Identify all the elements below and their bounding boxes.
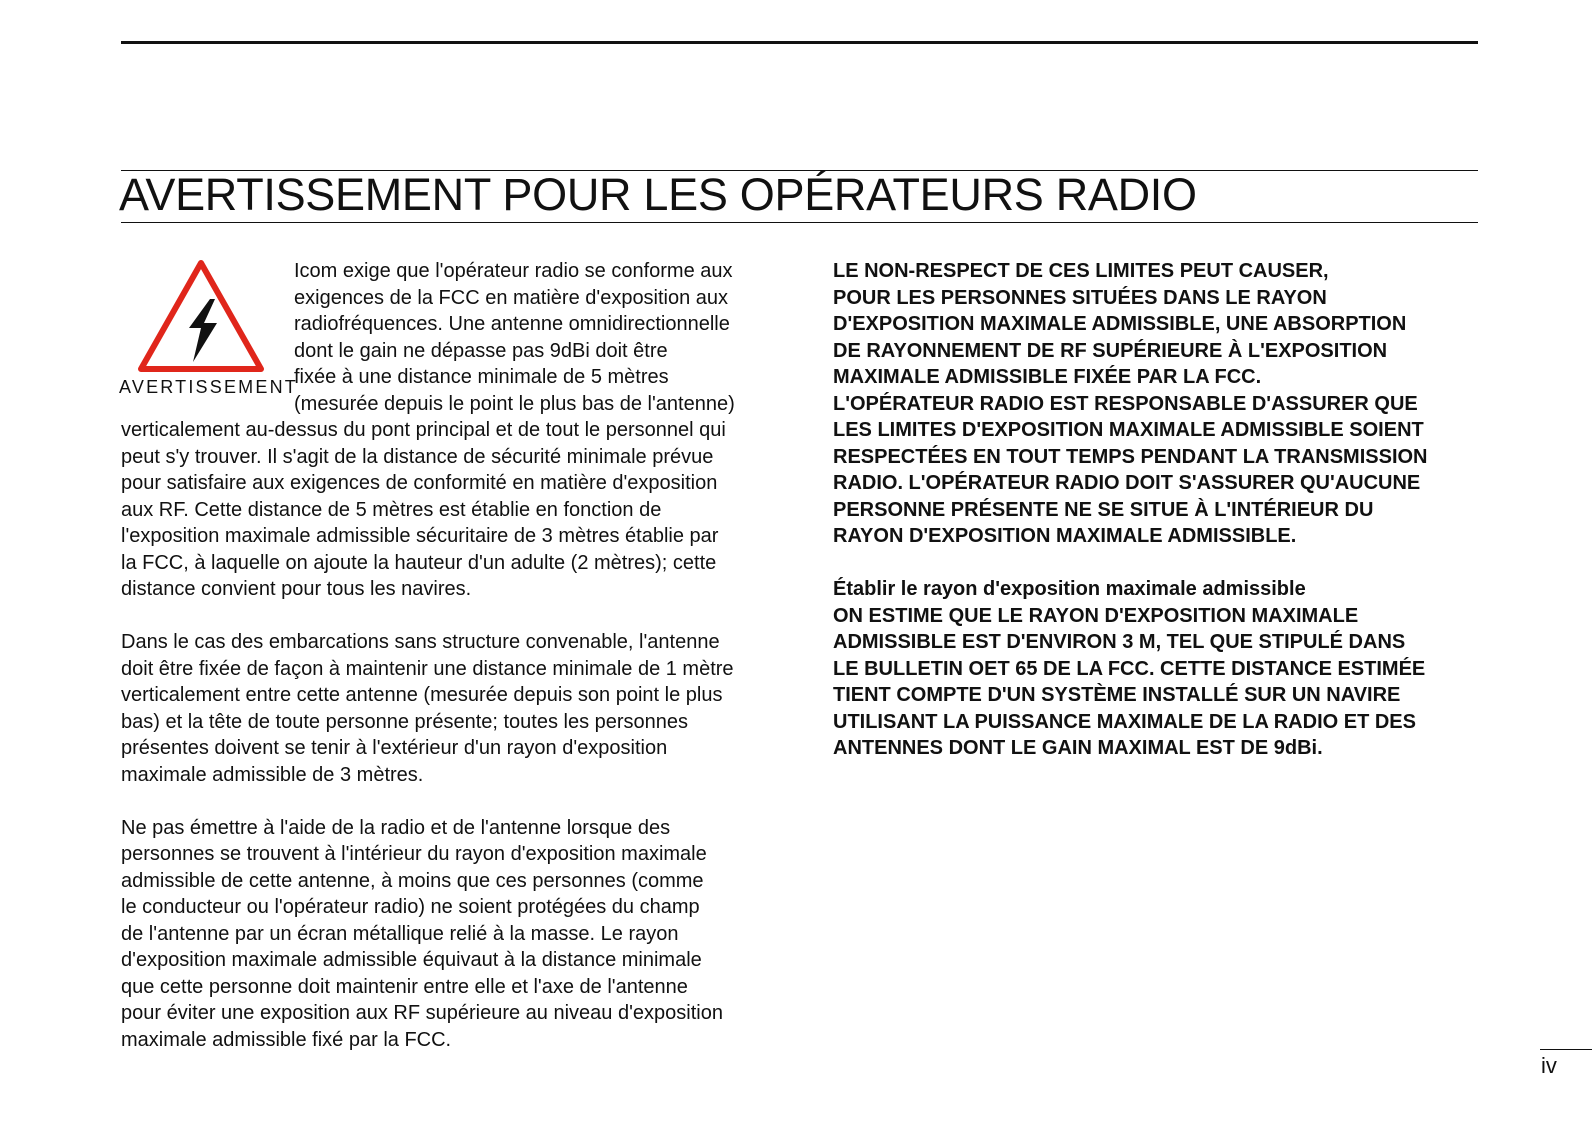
text-line: Ne pas émettre à l'aide de la radio et de l'antenne lorsque des	[121, 816, 671, 839]
text-line: aux RF. Cette distance de 5 mètres est établie en fonction de	[121, 498, 662, 521]
page-number-rule	[1540, 1049, 1592, 1050]
paragraph-1	[121, 258, 771, 603]
text-line: pour satisfaire aux exigences de conformité en matière d'exposition	[121, 472, 718, 494]
text-line: verticalement au-dessus du pont principal et de tout le personnel qui	[121, 419, 726, 441]
text-line: LES LIMITES D'EXPOSITION MAXIMALE ADMISSIBLE SOIENT	[833, 419, 1424, 441]
text-line: doit être fixée de façon à maintenir une distance minimale de 1 mètre	[121, 657, 734, 680]
text-line: (mesurée depuis le point le plus bas de l'antenne)	[294, 392, 735, 415]
text-line: d'exposition maximale admissible équivaut à la distance minimale	[121, 949, 702, 971]
text-line: dont le gain ne dépasse pas 9dBi doit être	[294, 339, 668, 362]
text-line: RAYON D'EXPOSITION MAXIMALE ADMISSIBLE.	[833, 525, 1297, 547]
warning-caption: AVERTISSEMENT	[119, 377, 298, 397]
text-line: admissible de cette antenne, à moins que ces personnes (comme	[121, 869, 704, 892]
text-line: maximale admissible de 3 mètres.	[121, 763, 424, 786]
text-line: Icom exige que l'opérateur radio se conforme aux	[294, 260, 733, 282]
section-subheading	[833, 576, 1473, 603]
text-line: distance convient pour tous les navires.	[121, 578, 472, 600]
warning-paragraph	[833, 258, 1473, 550]
text-line: verticalement entre cette antenne (mesurée depuis son point le plus	[121, 684, 723, 706]
text-line: MAXIMALE ADMISSIBLE FIXÉE PAR LA FCC.	[833, 366, 1262, 388]
text-line: bas) et la tête de toute personne présente; toutes les personnes	[121, 710, 689, 733]
paragraph-3	[121, 815, 771, 1054]
text-line: LE NON-RESPECT DE CES LIMITES PEUT CAUSER,	[833, 260, 1329, 282]
top-rule	[121, 41, 1478, 44]
text-line: l'exposition maximale admissible sécuritaire de 3 mètres établie par	[121, 525, 719, 547]
text-line: exigences de la FCC en matière d'exposition aux	[294, 286, 729, 309]
text-line: POUR LES PERSONNES SITUÉES DANS LE RAYON	[833, 286, 1327, 309]
text-line: fixée à une distance minimale de 5 mètres	[294, 366, 669, 388]
text-line: ON ESTIME QUE LE RAYON D'EXPOSITION MAXIMALE	[833, 604, 1359, 627]
text-line: RADIO. L'OPÉRATEUR RADIO DOIT S'ASSURER QU'AUCUNE	[833, 472, 1421, 494]
page-title: AVERTISSEMENT POUR LES OPÉRATEURS RADIO	[119, 169, 1197, 220]
text-line: que cette personne doit maintenir entre elle et l'axe de l'antenne	[121, 975, 688, 998]
text-line: personnes se trouvent à l'intérieur du rayon d'exposition maximale	[121, 843, 707, 865]
text-line: RESPECTÉES EN TOUT TEMPS PENDANT LA TRANSMISSION	[833, 445, 1428, 468]
text-line: PERSONNE PRÉSENTE NE SE SITUE À L'INTÉRIEUR DU	[833, 498, 1374, 521]
text-line: la FCC, à laquelle on ajoute la hauteur d'un adulte (2 mètres); cette	[121, 551, 717, 574]
text-line: peut s'y trouver. Il s'agit de la distance de sécurité minimale prévue	[121, 445, 714, 468]
text-line: LE BULLETIN OET 65 DE LA FCC. CETTE DISTANCE ESTIMÉE	[833, 657, 1426, 680]
left-column	[121, 258, 771, 1080]
text-line: radiofréquences. Une antenne omnidirectionnelle	[294, 313, 730, 335]
text-line: ADMISSIBLE EST D'ENVIRON 3 M, TEL QUE STIPULÉ DANS	[833, 631, 1406, 653]
text-line: L'OPÉRATEUR RADIO EST RESPONSABLE D'ASSURER QUE	[833, 392, 1418, 415]
text-line: ANTENNES DONT LE GAIN MAXIMAL EST DE 9dBi.	[833, 737, 1323, 759]
paragraph-2	[121, 629, 771, 788]
title-rule-bottom	[121, 222, 1478, 223]
subheading-text: Établir le rayon d'exposition maximale admissible	[833, 578, 1306, 600]
paragraph-1-lead	[294, 258, 771, 417]
text-line: de l'antenne par un écran métallique relié à la masse. Le rayon	[121, 922, 679, 945]
right-column	[833, 258, 1473, 762]
text-line: UTILISANT LA PUISSANCE MAXIMALE DE LA RADIO ET DES	[833, 710, 1416, 733]
text-line: TIENT COMPTE D'UN SYSTÈME INSTALLÉ SUR UN NAVIRE	[833, 684, 1401, 706]
text-line: maximale admissible fixé par la FCC.	[121, 1028, 452, 1051]
estimate-paragraph	[833, 603, 1473, 762]
text-line: présentes doivent se tenir à l'extérieur d'un rayon d'exposition	[121, 737, 668, 759]
text-line: DE RAYONNEMENT DE RF SUPÉRIEURE À L'EXPOSITION	[833, 339, 1388, 362]
text-line: Dans le cas des embarcations sans structure convenable, l'antenne	[121, 631, 720, 653]
text-line: pour éviter une exposition aux RF supérieure au niveau d'exposition	[121, 1002, 723, 1024]
text-line: D'EXPOSITION MAXIMALE ADMISSIBLE, UNE ABSORPTION	[833, 313, 1407, 335]
page-number: iv	[1541, 1053, 1557, 1078]
text-line: le conducteur ou l'opérateur radio) ne soient protégées du champ	[121, 896, 700, 918]
